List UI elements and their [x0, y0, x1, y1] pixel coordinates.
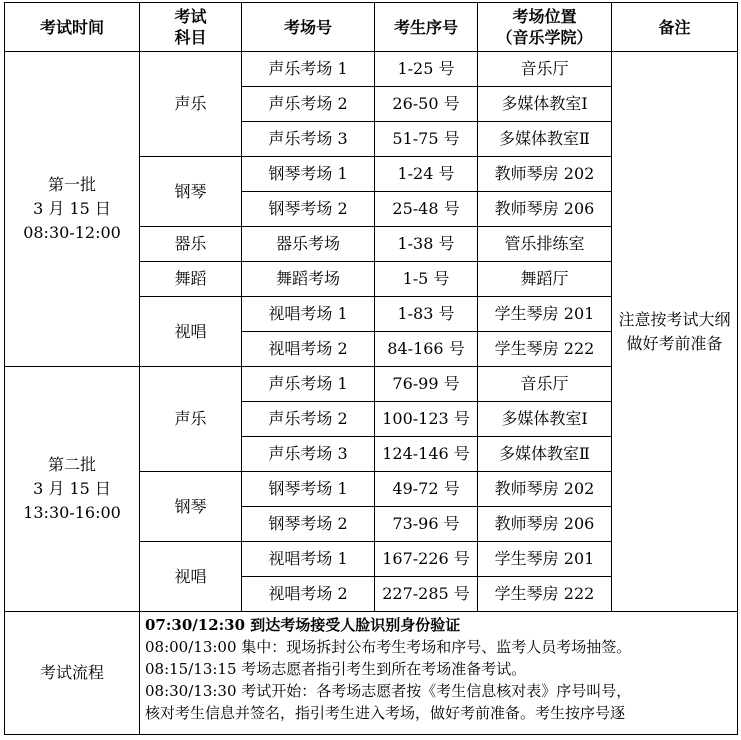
room-cell: 钢琴考场 2: [242, 507, 375, 542]
exam-schedule-table: [4, 2, 738, 735]
room-cell: 声乐考场 3: [242, 437, 375, 472]
seq-cell: 1-5 号: [375, 262, 478, 297]
batch-cell: [5, 367, 140, 612]
batch-name: 第一批: [47, 175, 96, 194]
seq-cell: 100-123 号: [375, 402, 478, 437]
batch-date: 3 月 15 日: [33, 479, 111, 498]
location-cell: 学生琴房 201: [478, 297, 612, 332]
header-location-line2: （音乐学院）: [496, 28, 593, 47]
location-cell: 多媒体教室Ⅱ: [478, 122, 612, 157]
room-cell: 钢琴考场 1: [242, 472, 375, 507]
room-cell: 舞蹈考场: [242, 262, 375, 297]
location-cell: 多媒体教室Ⅰ: [478, 402, 612, 437]
header-subject-line2: 科目: [174, 28, 207, 47]
room-cell: 钢琴考场 2: [242, 192, 375, 227]
location-cell: 学生琴房 222: [478, 577, 612, 612]
flow-row: [5, 612, 738, 735]
room-cell: 钢琴考场 1: [242, 157, 375, 192]
location-cell: 学生琴房 222: [478, 332, 612, 367]
room-cell: 视唱考场 2: [242, 577, 375, 612]
seq-cell: 167-226 号: [375, 542, 478, 577]
flow-line: 08:00/13:00 集中：现场拆封公布考生考场和序号、监考人员考场抽签。: [145, 638, 632, 656]
subject-cell: 钢琴: [140, 472, 242, 542]
batch-time: 08:30-12:00: [23, 223, 121, 242]
seq-cell: 25-48 号: [375, 192, 478, 227]
exam-schedule: [4, 2, 737, 735]
seq-cell: 124-146 号: [375, 437, 478, 472]
location-cell: 多媒体教室Ⅱ: [478, 437, 612, 472]
subject-cell: 舞蹈: [140, 262, 242, 297]
seq-cell: 1-24 号: [375, 157, 478, 192]
location-cell: 教师琴房 206: [478, 192, 612, 227]
subject-cell: 视唱: [140, 542, 242, 612]
room-cell: 声乐考场 2: [242, 402, 375, 437]
subject-cell: 声乐: [140, 367, 242, 472]
flow-line: 核对考生信息并签名，指引考生进入考场，做好考前准备。考生按序号逐: [145, 704, 626, 722]
room-cell: 声乐考场 3: [242, 122, 375, 157]
header-note: 备注: [612, 3, 738, 52]
location-cell: 教师琴房 206: [478, 507, 612, 542]
location-cell: 音乐厅: [478, 52, 612, 87]
room-cell: 声乐考场 1: [242, 367, 375, 402]
note-cell: 注意按考试大纲做好考前准备: [612, 52, 738, 612]
seq-cell: 49-72 号: [375, 472, 478, 507]
room-cell: 声乐考场 2: [242, 87, 375, 122]
header-room: 考场号: [242, 3, 375, 52]
room-cell: 声乐考场 1: [242, 52, 375, 87]
flow-content: [140, 612, 738, 735]
location-cell: 多媒体教室Ⅰ: [478, 87, 612, 122]
batch-time: 13:30-16:00: [23, 503, 121, 522]
seq-cell: 227-285 号: [375, 577, 478, 612]
seq-cell: 84-166 号: [375, 332, 478, 367]
location-cell: 教师琴房 202: [478, 157, 612, 192]
flow-line: 07:30/12:30 到达考场接受人脸识别身份验证: [145, 616, 461, 634]
seq-cell: 1-38 号: [375, 227, 478, 262]
header-seq: 考生序号: [375, 3, 478, 52]
subject-cell: 声乐: [140, 52, 242, 157]
header-subject-line1: 考试: [174, 7, 207, 26]
table-row: [5, 52, 738, 87]
header-location-line1: 考场位置: [512, 7, 577, 26]
location-cell: 舞蹈厅: [478, 262, 612, 297]
seq-cell: 51-75 号: [375, 122, 478, 157]
location-cell: 管乐排练室: [478, 227, 612, 262]
room-cell: 视唱考场 2: [242, 332, 375, 367]
seq-cell: 76-99 号: [375, 367, 478, 402]
location-cell: 教师琴房 202: [478, 472, 612, 507]
flow-line: 08:15/13:15 考场志愿者指引考生到所在考场准备考试。: [145, 660, 527, 678]
flow-line: 08:30/13:30 考试开始：各考场志愿者按《考生信息核对表》序号叫号，: [145, 682, 632, 700]
room-cell: 视唱考场 1: [242, 542, 375, 577]
location-cell: 学生琴房 201: [478, 542, 612, 577]
batch-cell: [5, 52, 140, 367]
seq-cell: 26-50 号: [375, 87, 478, 122]
room-cell: 器乐考场: [242, 227, 375, 262]
header-exam-time: 考试时间: [5, 3, 140, 52]
subject-cell: 器乐: [140, 227, 242, 262]
room-cell: 视唱考场 1: [242, 297, 375, 332]
flow-label: 考试流程: [5, 612, 140, 735]
subject-cell: 钢琴: [140, 157, 242, 227]
header-location: [478, 3, 612, 52]
header-row: [5, 3, 738, 52]
subject-cell: 视唱: [140, 297, 242, 367]
location-cell: 音乐厅: [478, 367, 612, 402]
batch-date: 3 月 15 日: [33, 199, 111, 218]
seq-cell: 1-25 号: [375, 52, 478, 87]
header-exam-subject: [140, 3, 242, 52]
batch-name: 第二批: [47, 455, 96, 474]
seq-cell: 73-96 号: [375, 507, 478, 542]
seq-cell: 1-83 号: [375, 297, 478, 332]
